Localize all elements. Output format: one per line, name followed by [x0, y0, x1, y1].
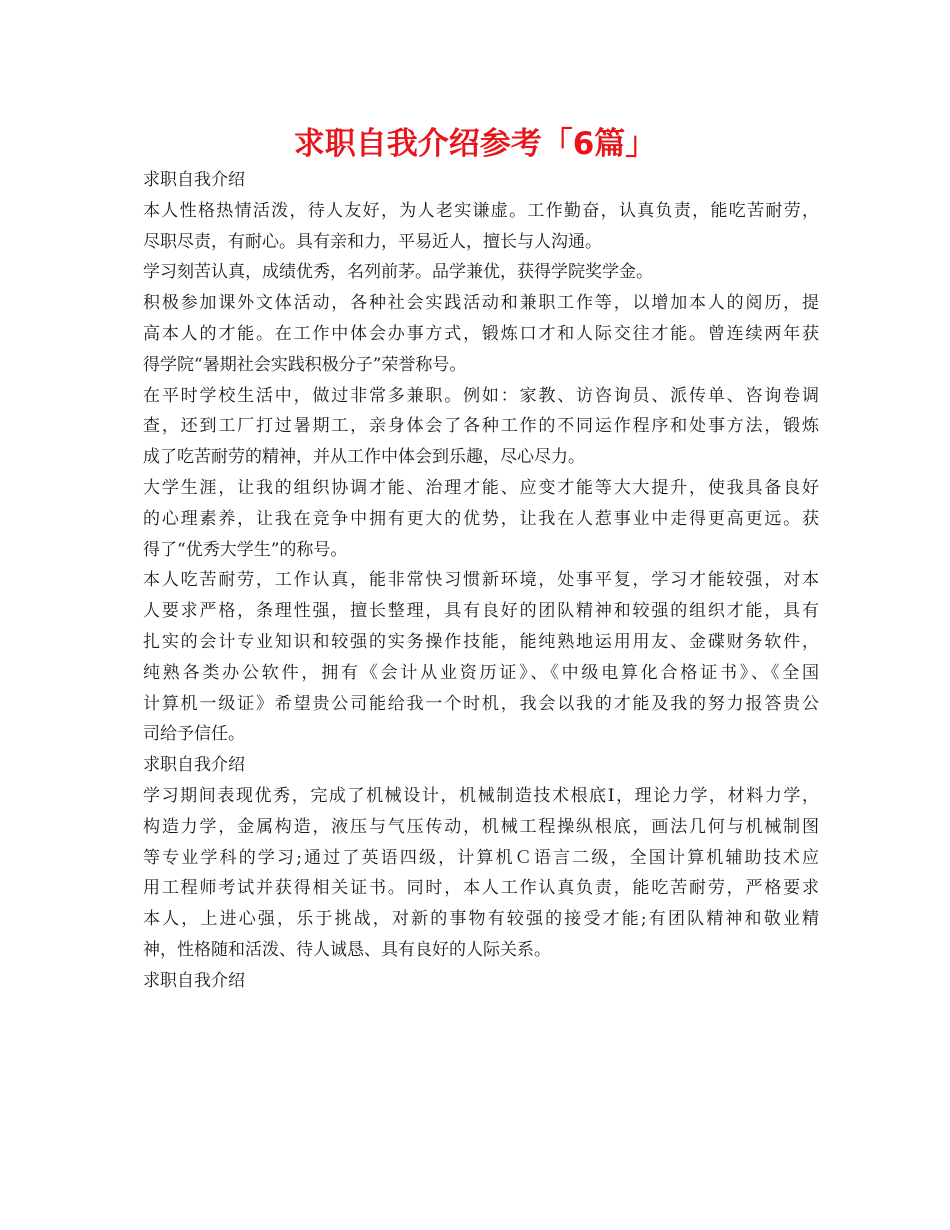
body-line: 本人吃苦耐劳，工作认真，能非常快习惯新环境，处事平复，学习才能较强，对本	[143, 570, 819, 591]
body-line: 高本人的才能。在工作中体会办事方式，锻炼口才和人际交往才能。曾连续两年获	[143, 323, 819, 344]
body-line: 司给予信任。	[143, 724, 245, 745]
section-heading: 求职自我介绍	[143, 970, 245, 991]
body-line: 扎实的会计专业知识和较强的实务操作技能，能纯熟地运用用友、金碟财务软件，	[143, 631, 819, 652]
body-line: 成了吃苦耐劳的精神，并从工作中体会到乐趣，尽心尽力。	[143, 447, 585, 468]
body-line: 本人，上进心强，乐于挑战，对新的事物有较强的接受才能;有团队精神和敬业精	[143, 909, 819, 930]
body-line: 的心理素养，让我在竞争中拥有更大的优势，让我在人惹事业中走得更高更远。获	[143, 508, 819, 529]
body-line: 计算机一级证》希望贵公司能给我一个时机，我会以我的才能及我的努力报答贵公	[143, 693, 819, 714]
body-line: 在平时学校生活中，做过非常多兼职。例如：家教、访咨询员、派传单、咨询卷调	[143, 385, 819, 406]
document-title: 求职自我介绍参考「6篇」	[293, 126, 657, 162]
document-body	[143, 165, 819, 997]
body-line: 大学生涯，让我的组织协调才能、治理才能、应变才能等大大提升，使我具备良好	[143, 477, 819, 498]
body-line: 等专业学科的学习;通过了英语四级，计算机Ｃ语言二级，全国计算机辅助技术应	[143, 847, 819, 868]
body-line: 学习刻苦认真，成绩优秀，名列前茅。品学兼优，获得学院奖学金。	[143, 262, 653, 283]
body-line: 积极参加课外文体活动，各种社会实践活动和兼职工作等，以增加本人的阅历，提	[143, 293, 819, 314]
body-line: 学习期间表现优秀，完成了机械设计，机械制造技术根底Ⅰ，理论力学，材料力学，	[143, 785, 819, 806]
body-line: 构造力学，金属构造，液压与气压传动，机械工程操纵根底，画法几何与机械制图	[143, 816, 819, 837]
body-line: 用工程师考试并获得相关证书。同时，本人工作认真负责，能吃苦耐劳，严格要求	[143, 878, 819, 899]
body-line: 本人性格热情活泼，待人友好，为人老实谦虚。工作勤奋，认真负责，能吃苦耐劳，	[143, 200, 819, 221]
body-line: 得了“优秀大学生”的称号。	[143, 539, 348, 560]
body-line: 得学院“暑期社会实践积极分子”荣誉称号。	[143, 354, 467, 375]
body-line: 尽职尽责，有耐心。具有亲和力，平易近人，擅长与人沟通。	[143, 231, 602, 252]
body-line: 纯熟各类办公软件，拥有《会计从业资历证》、《中级电算化合格证书》、《全国	[143, 662, 819, 683]
section-heading: 求职自我介绍	[143, 755, 245, 776]
body-line: 查，还到工厂打过暑期工，亲身体会了各种工作的不同运作程序和处事方法，锻炼	[143, 416, 819, 437]
body-line: 神，性格随和活泼、待人诚恳、具有良好的人际关系。	[143, 939, 551, 960]
section-heading: 求职自我介绍	[143, 170, 245, 190]
body-line: 人要求严格，条理性强，擅长整理，具有良好的团队精神和较强的组织才能，具有	[143, 601, 819, 622]
